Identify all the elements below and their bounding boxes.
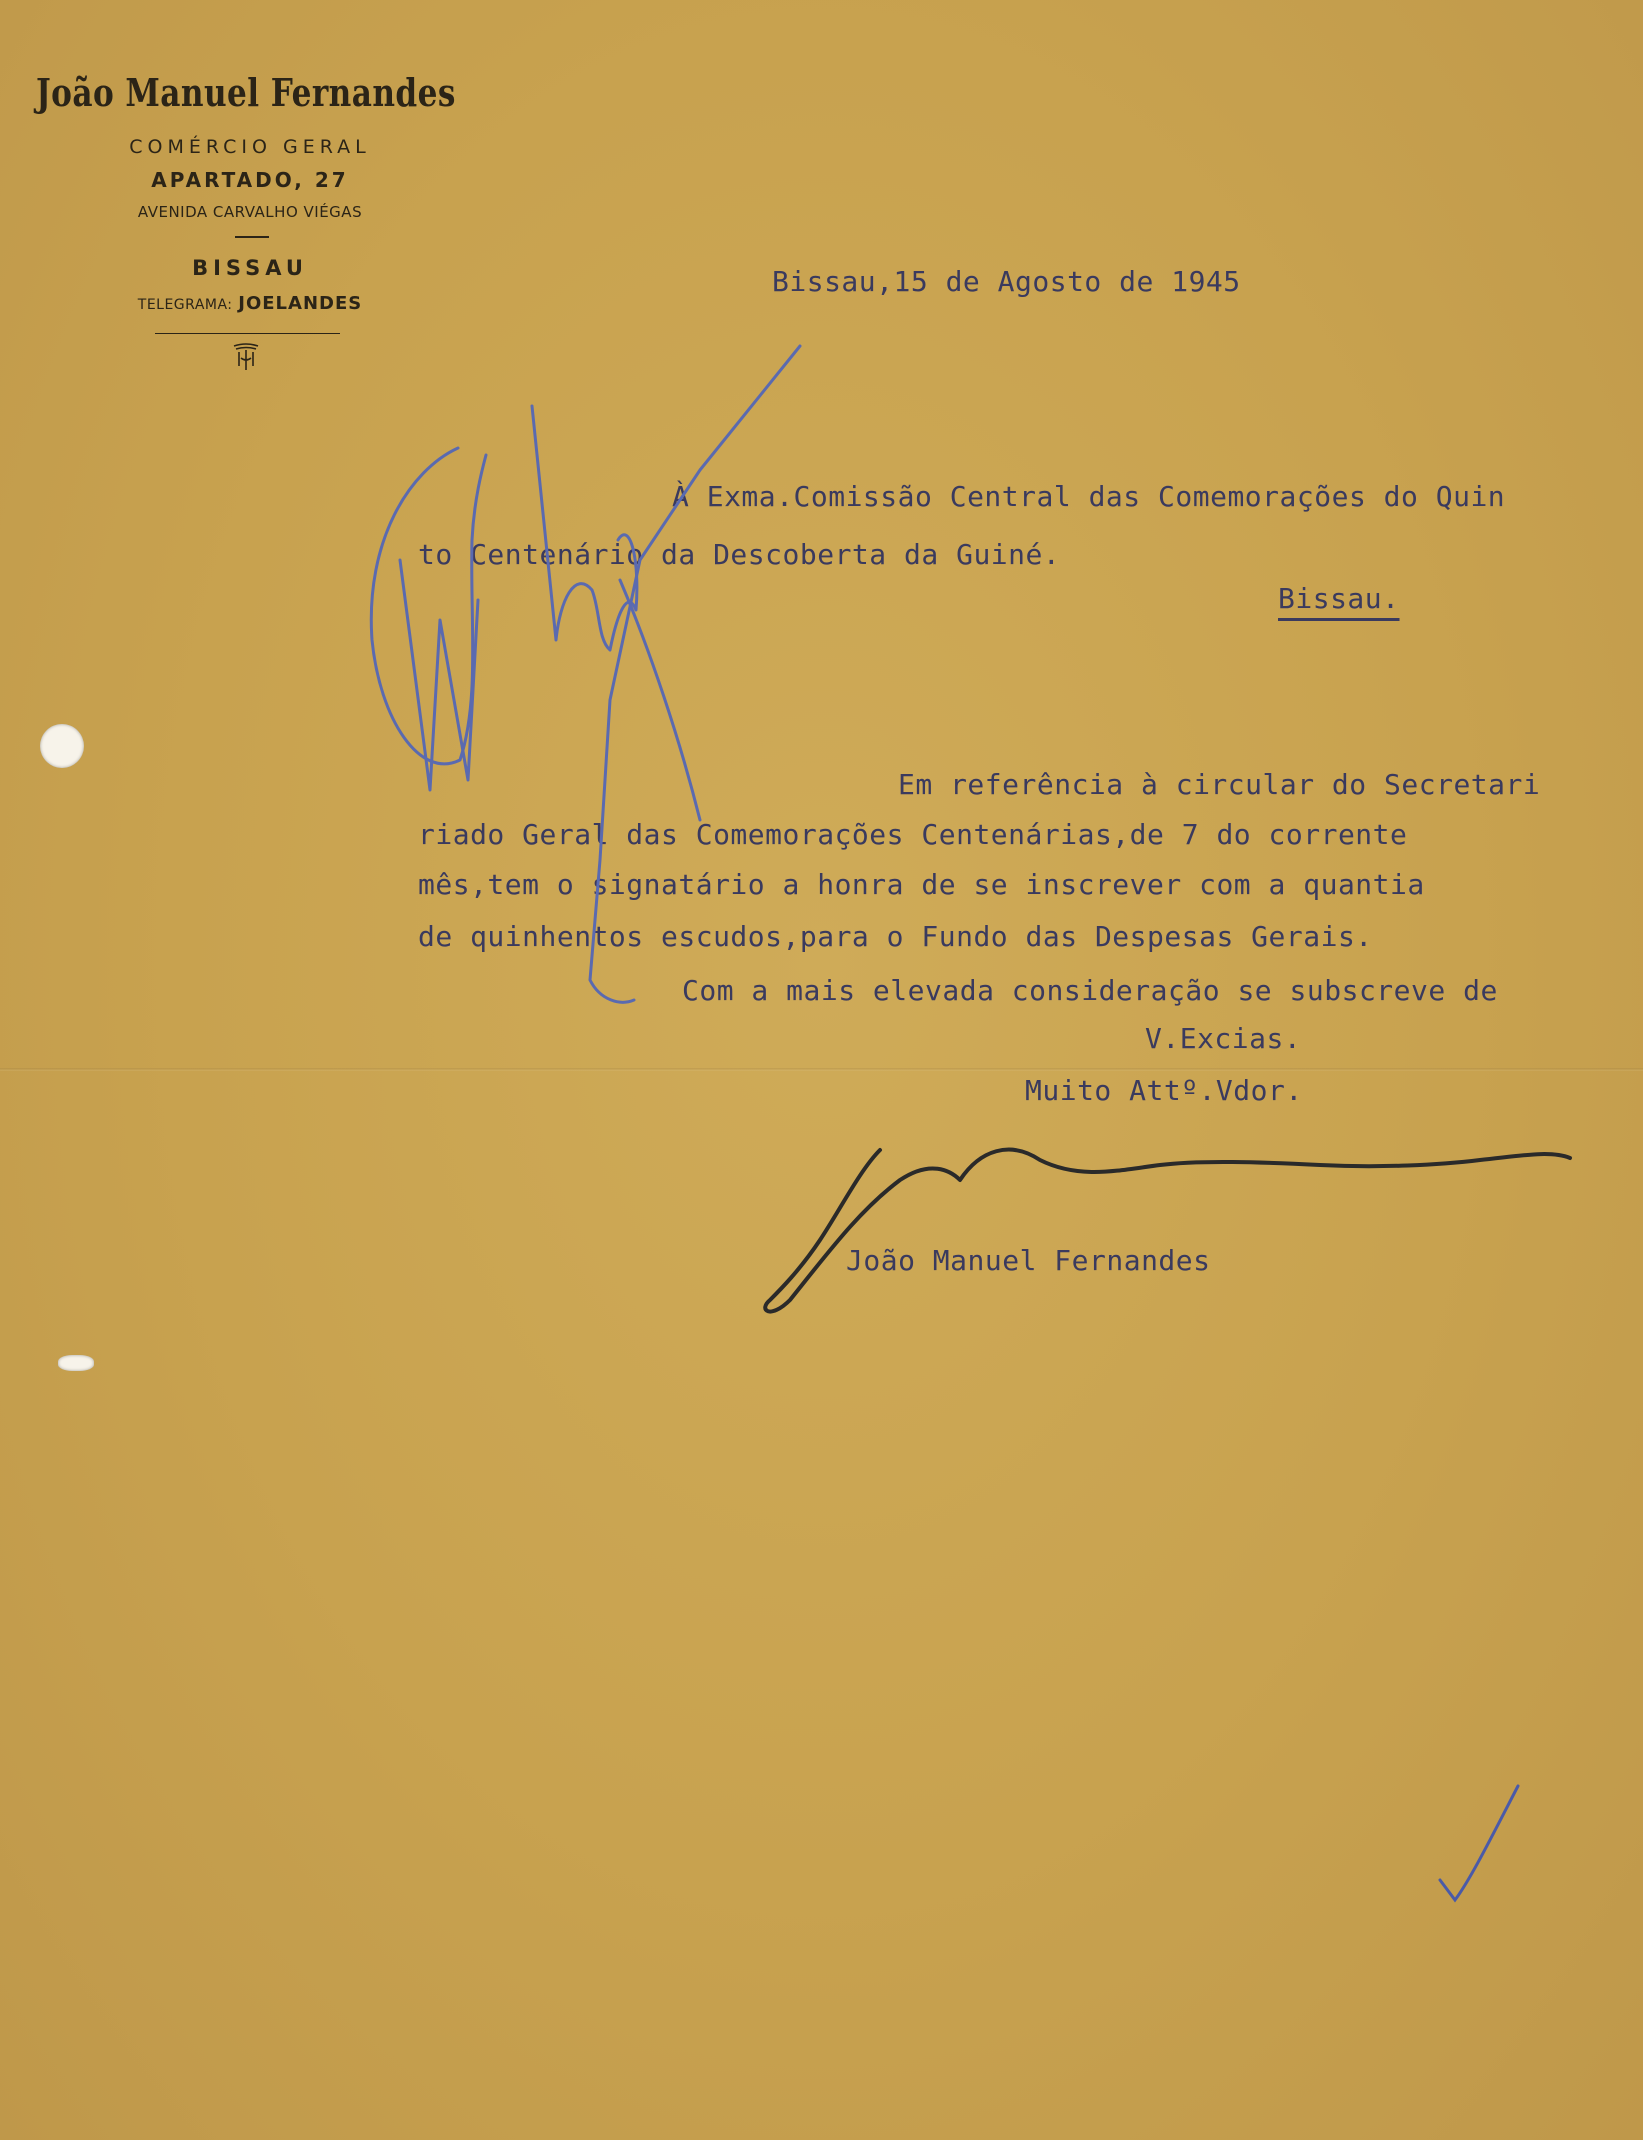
typed-signature-name: João Manuel Fernandes: [846, 1244, 1211, 1277]
telegram-value: JOELANDES: [238, 293, 363, 314]
blue-pencil-initials: [371, 346, 800, 1002]
letterhead-name: João Manuel Fernandes: [36, 70, 456, 115]
letterhead-divider-long: [155, 333, 340, 334]
closing-line-2: V.Excias.: [1145, 1022, 1302, 1055]
paper-fold-line: [0, 1068, 1643, 1071]
letterhead-city: BISSAU: [192, 256, 308, 280]
letterhead-telegram: [110, 293, 390, 314]
handwritten-signature-mark: [765, 1150, 1570, 1312]
closing-line-3: Muito Attº.Vdor.: [1025, 1074, 1303, 1107]
body-line-4: de quinhentos escudos,para o Fundo das Despesas Gerais.: [418, 920, 1373, 953]
telegram-label: TELEGRAMA:: [137, 297, 233, 313]
addressee-city: Bissau.: [1278, 582, 1400, 615]
letterhead-divider-short: [235, 236, 269, 238]
blue-pencil-check-mark: [1440, 1786, 1518, 1900]
letterhead-ornament-icon: [228, 340, 264, 376]
letterhead-address-box: APARTADO, 27: [151, 168, 349, 192]
body-line-2: riado Geral das Comemorações Centenárias,de 7 do corrente: [418, 818, 1408, 851]
body-line-1: Em referência à circular do Secretari: [898, 768, 1541, 801]
closing-line-1: Com a mais elevada consideração se subscreve de: [682, 974, 1498, 1007]
punch-hole-torn: [58, 1355, 94, 1371]
body-line-3: mês,tem o signatário a honra de se inscrever com a quantia: [418, 868, 1425, 901]
letterhead-business: COMÉRCIO GERAL: [129, 136, 371, 158]
addressee-line-2: to Centenário da Descoberta da Guiné.: [418, 538, 1061, 571]
letterhead-address-street: AVENIDA CARVALHO VIÉGAS: [137, 203, 363, 221]
addressee-line-1: À Exma.Comissão Central das Comemorações do Quin: [672, 480, 1506, 513]
letter-date: Bissau,15 de Agosto de 1945: [772, 265, 1241, 298]
punch-hole: [40, 724, 84, 768]
